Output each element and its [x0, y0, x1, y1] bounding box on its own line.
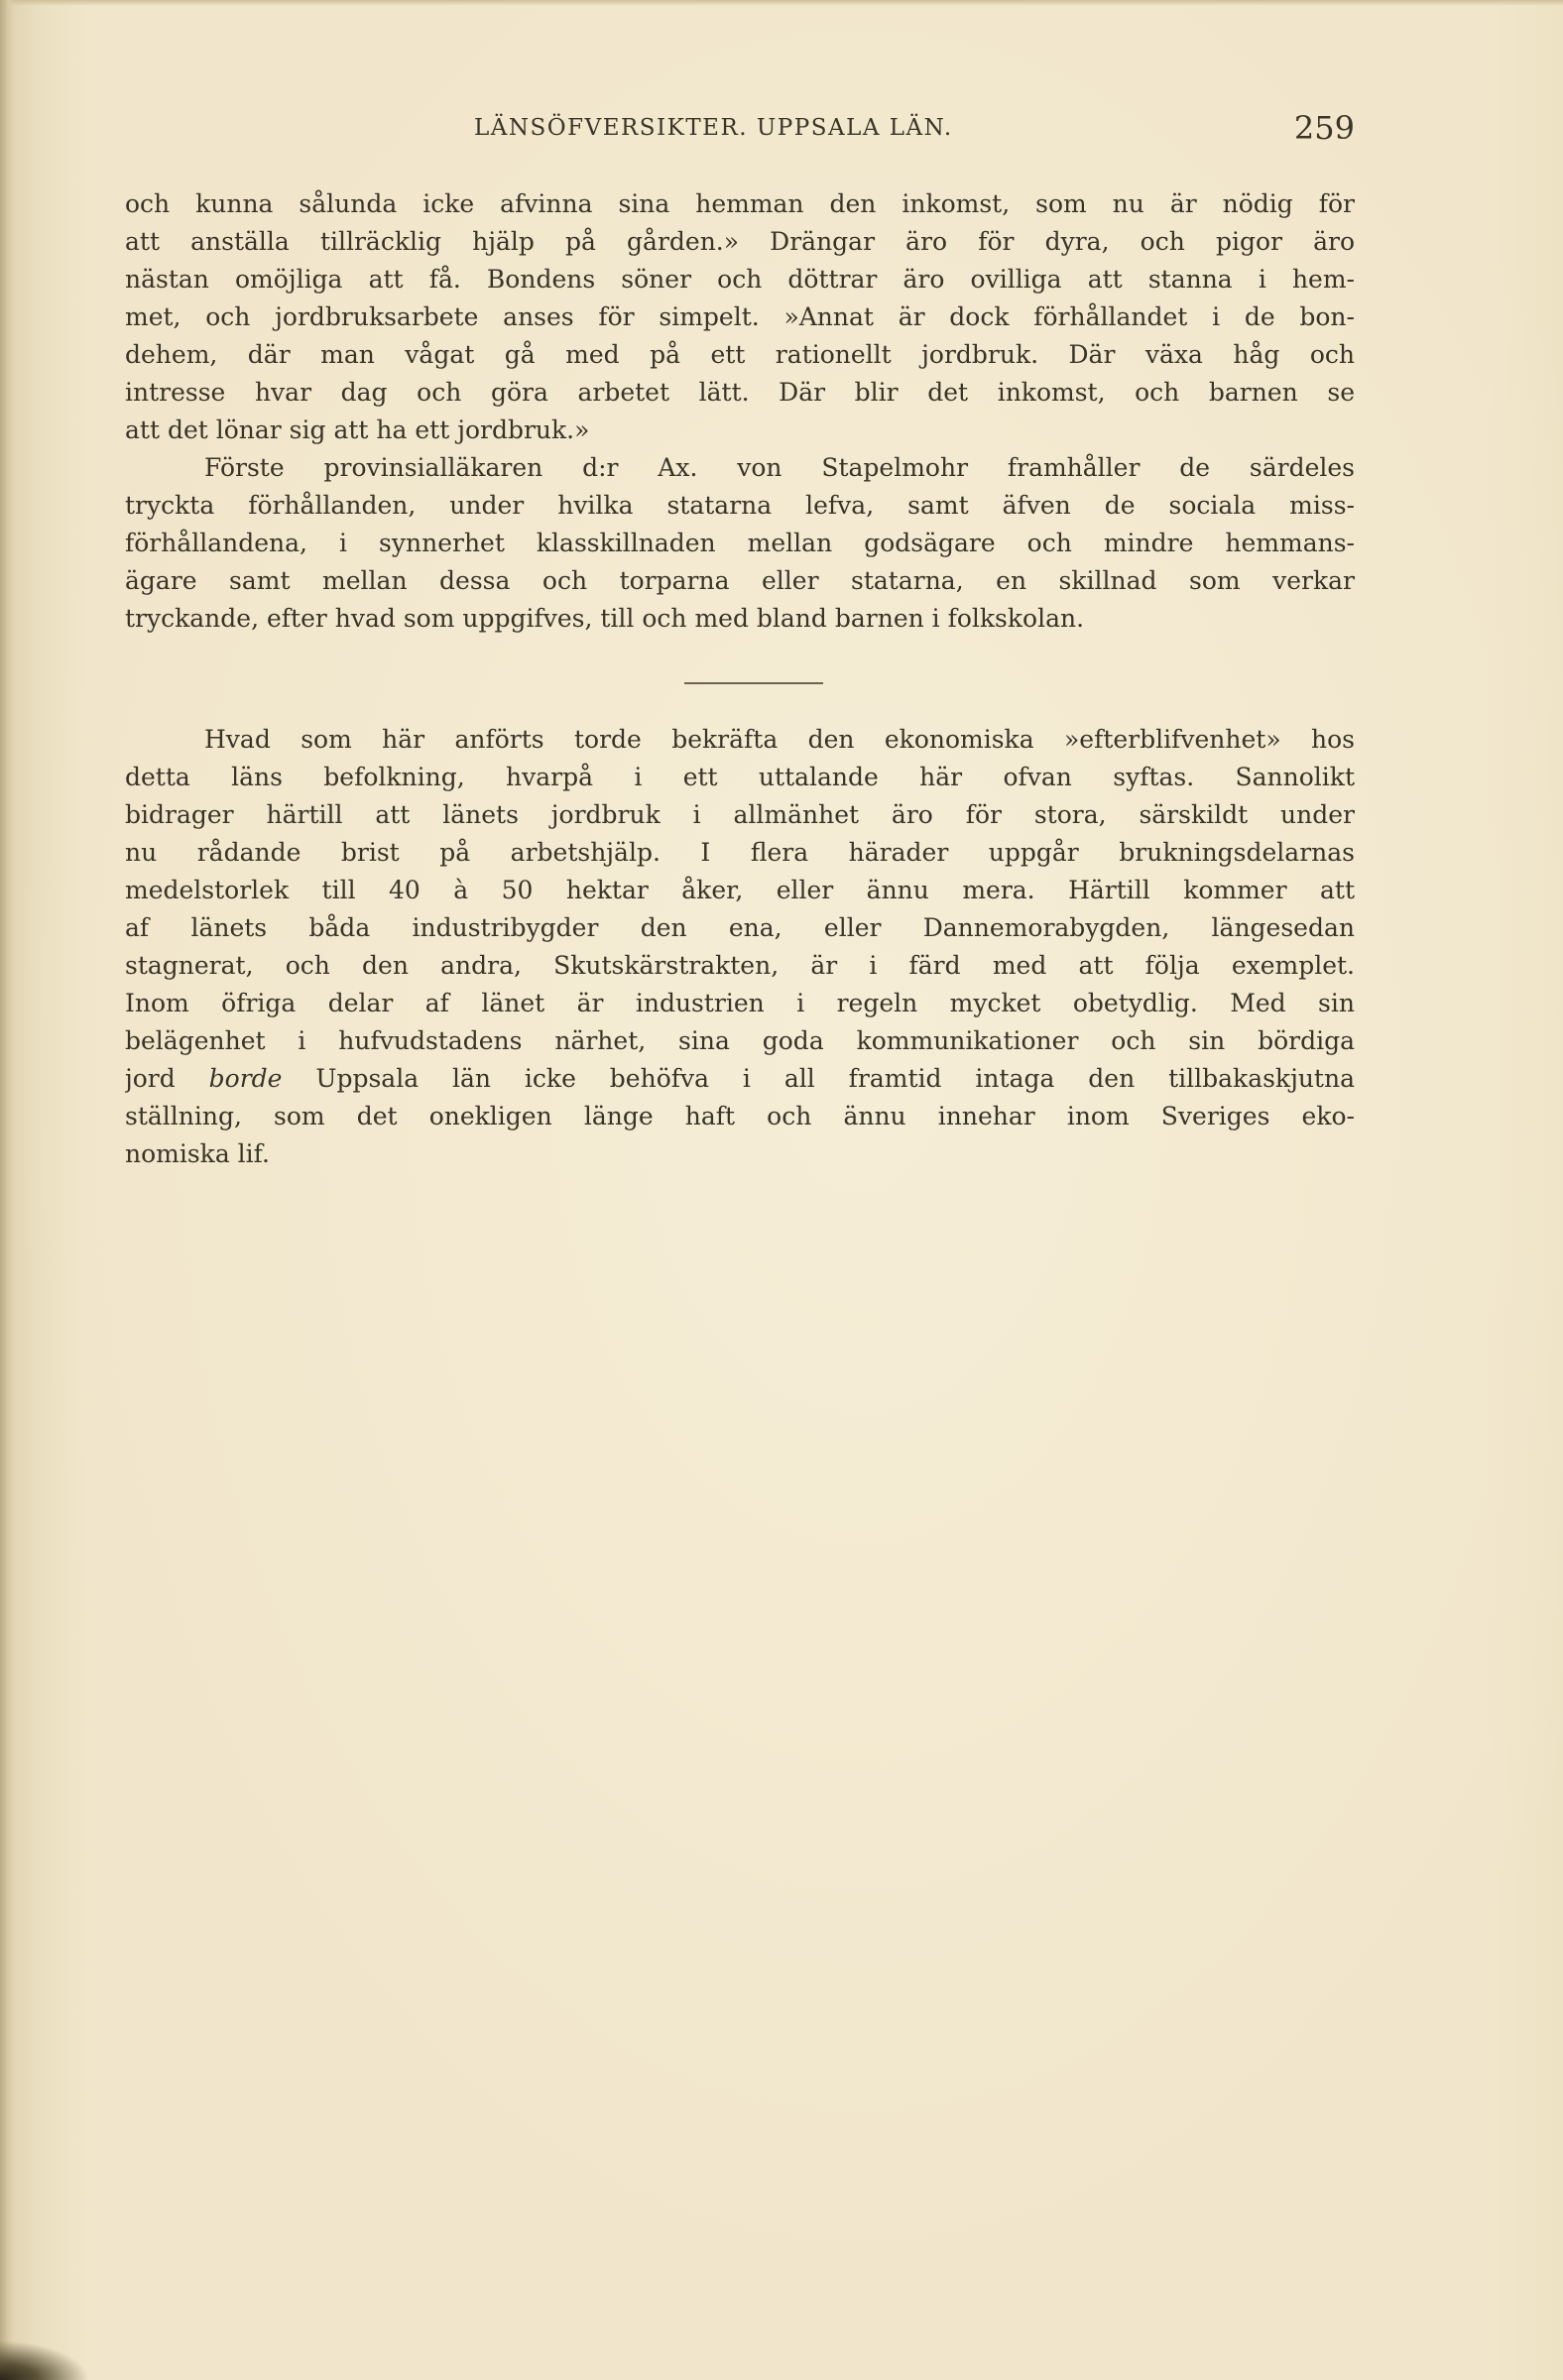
text-line: ägare samt mellan dessa och torparna eller statarna, en skillnad som verkar	[125, 566, 1355, 595]
text-block-lower	[125, 721, 1355, 1173]
text-line: förhållandena, i synnerhet klasskillnaden mellan godsägare och mindre hemmans-	[125, 529, 1355, 557]
running-title: LÄNSÖFVERSIKTER. UPPSALA LÄN.	[474, 115, 953, 141]
text-line: dehem, där man vågat gå med på ett rationellt jordbruk. Där växa håg och	[125, 340, 1355, 369]
text-line: belägenhet i hufvudstadens närhet, sina goda kommunikationer och sin bördiga	[125, 1026, 1355, 1055]
text-line: Förste provinsialläkaren d:r Ax. von Stapelmohr framhåller de särdeles	[204, 453, 1355, 482]
page-top-edge	[0, 0, 1563, 6]
text-block-upper	[125, 185, 1355, 638]
text-line: att anställa tillräcklig hjälp på gården.» Drängar äro för dyra, och pigor äro	[125, 227, 1355, 256]
text-line: af länets båda industribygder den ena, eller Dannemorabygden, längesedan	[125, 913, 1355, 942]
page-corner-shadow	[0, 2340, 89, 2380]
text-line: nu rådande brist på arbetshjälp. I flera härader uppgår brukningsdelarnas	[125, 838, 1355, 867]
text-run: jord	[125, 1064, 209, 1093]
page-header	[474, 109, 1355, 149]
section-divider	[684, 682, 823, 684]
text-line: Inom öfriga delar af länet är industrien i regeln mycket obetydlig. Med sin	[125, 989, 1355, 1017]
text-line-mixed	[125, 1060, 1355, 1098]
text-line: nästan omöjliga att få. Bondens söner och döttrar äro ovilliga att stanna i hem-	[125, 265, 1355, 294]
text-line: medelstorlek till 40 à 50 hektar åker, eller ännu mera. Härtill kommer att	[125, 876, 1355, 904]
text-run: Uppsala län icke behöfva i all framtid intaga den tillbakaskjutna	[282, 1064, 1355, 1093]
text-line: tryckta förhållanden, under hvilka statarna lefva, samt äfven de sociala miss-	[125, 491, 1355, 520]
text-line: Hvad som här anförts torde bekräfta den ekonomiska »efterblifvenhet» hos	[204, 725, 1355, 754]
text-line: och kunna sålunda icke afvinna sina hemman den inkomst, som nu är nödig för	[125, 189, 1355, 218]
page-number: 259	[1293, 109, 1355, 147]
text-line: tryckande, efter hvad som uppgifves, till och med bland barnen i folkskolan.	[125, 604, 1085, 633]
text-line: att det lönar sig att ha ett jordbruk.»	[125, 416, 590, 444]
text-line: ställning, som det onekligen länge haft och ännu innehar inom Sveriges eko-	[125, 1102, 1355, 1130]
text-line: intresse hvar dag och göra arbetet lätt. Där blir det inkomst, och barnen se	[125, 378, 1355, 407]
text-line: bidrager härtill att länets jordbruk i allmänhet äro för stora, särskildt under	[125, 800, 1355, 829]
italic-word: borde	[208, 1064, 283, 1093]
text-line: nomiska lif.	[125, 1139, 270, 1168]
text-line: stagnerat, och den andra, Skutskärstrakten, är i färd med att följa exemplet.	[125, 951, 1355, 980]
text-line: met, och jordbruksarbete anses för simpelt. »Annat är dock förhållandet i de bon-	[125, 302, 1355, 331]
page-binding-edge	[0, 0, 14, 2380]
text-line: detta läns befolkning, hvarpå i ett uttalande här ofvan syftas. Sannolikt	[125, 763, 1355, 791]
